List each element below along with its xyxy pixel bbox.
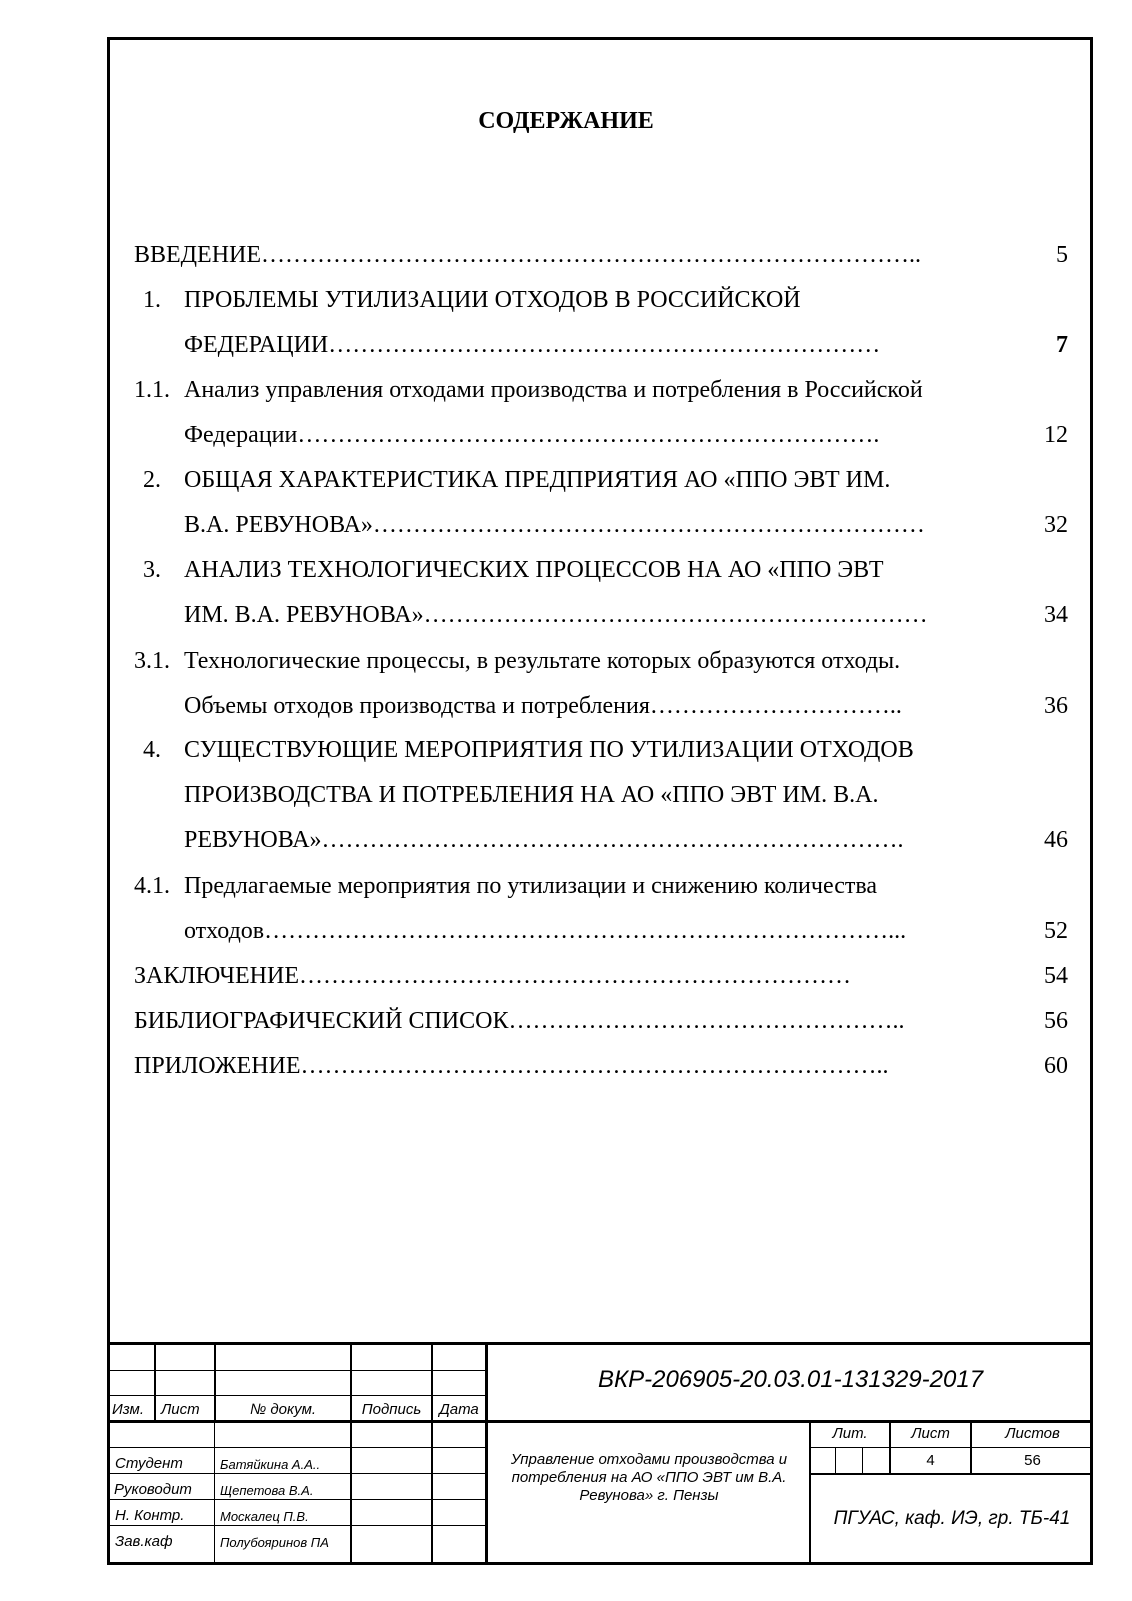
toc-number: 3.1. xyxy=(134,648,170,674)
toc-line: ВВЕДЕНИЕ……………………………………………………………………….. xyxy=(134,242,922,268)
toc-number: 2. xyxy=(143,467,161,493)
toc-line: ПРОИЗВОДСТВА И ПОТРЕБЛЕНИЯ НА АО «ППО ЭВТ ИМ. В.А. xyxy=(184,782,879,808)
stamp-line xyxy=(835,1447,836,1474)
organization: ПГУАС, каф. ИЭ, гр. ТБ-41 xyxy=(833,1508,1071,1529)
sheet-number: 4 xyxy=(926,1452,935,1469)
name-head-of-dept: Полубояринов ПА xyxy=(220,1535,329,1550)
toc-page: 46 xyxy=(1044,827,1068,853)
toc-line: АНАЛИЗ ТЕХНОЛОГИЧЕСКИХ ПРОЦЕССОВ НА АО «ППО ЭВТ xyxy=(184,557,884,583)
stamp-line xyxy=(107,1447,487,1448)
toc-line: ПРОБЛЕМЫ УТИЛИЗАЦИИ ОТХОДОВ В РОССИЙСКОЙ xyxy=(184,287,801,313)
role-head-of-dept: Зав.каф xyxy=(115,1533,173,1550)
lit-label: Лит. xyxy=(832,1425,868,1442)
toc-page: 56 xyxy=(1044,1008,1068,1034)
toc-line: ИМ. В.А. РЕВУНОВА»……………………………………………………… xyxy=(184,602,928,628)
toc-page: 52 xyxy=(1044,918,1068,944)
toc-number: 4.1. xyxy=(134,873,170,899)
stamp-line xyxy=(809,1473,1093,1475)
toc-line: БИБЛИОГРАФИЧЕСКИЙ СПИСОК………………………………………….. xyxy=(134,1008,905,1034)
toc-page: 36 xyxy=(1044,693,1068,719)
toc-line: Предлагаемые мероприятия по утилизации и снижению количества xyxy=(184,873,878,899)
toc-line: ЗАКЛЮЧЕНИЕ…………………………………………………………… xyxy=(134,963,851,989)
page-title: СОДЕРЖАНИЕ xyxy=(478,108,654,134)
header-izm: Изм. xyxy=(112,1401,144,1418)
stamp-line xyxy=(107,1499,487,1500)
toc-line: Объемы отходов производства и потребления………………………….. xyxy=(184,693,902,719)
toc-line: В.А. РЕВУНОВА»…………………………………………………………… xyxy=(184,512,925,538)
toc-line: ПРИЛОЖЕНИЕ……………………………………………………………….. xyxy=(134,1053,889,1079)
stamp-line xyxy=(214,1420,215,1565)
toc-page: 7 xyxy=(1056,332,1068,358)
sheets-total: 56 xyxy=(1024,1452,1041,1469)
stamp-line xyxy=(107,1370,487,1371)
stamp-top-line xyxy=(107,1342,1093,1345)
stamp-line xyxy=(107,1395,487,1396)
document-code: ВКР-206905-20.03.01-131329-2017 xyxy=(597,1366,984,1393)
toc-line: Федерации………………………………………………………………. xyxy=(184,422,880,448)
toc-page: 60 xyxy=(1044,1053,1068,1079)
stamp-line xyxy=(862,1447,863,1474)
header-list: Лист xyxy=(161,1401,200,1418)
toc-page: 5 xyxy=(1056,242,1068,268)
role-norm-control: Н. Контр. xyxy=(115,1507,185,1524)
toc-page: 54 xyxy=(1044,963,1068,989)
role-supervisor: Руководит xyxy=(114,1481,192,1498)
name-student: Батяйкина А.А.. xyxy=(220,1457,321,1472)
work-title: Управление отходами производства и потребления на АО «ППО ЭВТ им В.А. Ревунова» г. Пензы xyxy=(510,1451,788,1504)
name-norm-control: Москалец П.В. xyxy=(220,1509,309,1524)
stamp-line xyxy=(350,1342,352,1565)
stamp-line xyxy=(154,1342,156,1423)
toc-number: 1.1. xyxy=(134,377,170,403)
toc-line: Технологические процессы, в результате которых образуются отходы. xyxy=(184,648,901,674)
toc-line: РЕВУНОВА»………………………………………………………………. xyxy=(184,827,904,853)
toc-line: отходов……………………………………………………………………... xyxy=(184,918,907,944)
sheets-total-label: Листов xyxy=(1005,1425,1060,1442)
toc-page: 34 xyxy=(1044,602,1068,628)
toc-number: 4. xyxy=(143,737,161,763)
stamp-line xyxy=(107,1525,487,1526)
sheet-label: Лист xyxy=(911,1425,950,1442)
toc-number: 1. xyxy=(143,287,161,313)
toc-page: 32 xyxy=(1044,512,1068,538)
toc-line: Анализ управления отходами производства и потребления в Российской xyxy=(184,377,923,403)
toc-line: ОБЩАЯ ХАРАКТЕРИСТИКА ПРЕДПРИЯТИЯ АО «ППО ЭВТ ИМ. xyxy=(184,467,891,493)
toc-number: 3. xyxy=(143,557,161,583)
stamp-line xyxy=(809,1447,1093,1448)
role-student: Студент xyxy=(115,1455,183,1472)
stamp-line xyxy=(431,1342,433,1565)
toc-line: СУЩЕСТВУЮЩИЕ МЕРОПРИЯТИЯ ПО УТИЛИЗАЦИИ ОТХОДОВ xyxy=(184,737,914,763)
header-dokum: № докум. xyxy=(249,1401,317,1418)
stamp-line xyxy=(107,1420,1093,1423)
toc-line: ФЕДЕРАЦИИ…………………………………………………………… xyxy=(184,332,881,358)
header-podpis: Подпись xyxy=(361,1401,422,1418)
toc-page: 12 xyxy=(1044,422,1068,448)
stamp-line xyxy=(107,1473,487,1474)
name-supervisor: Щепетова В.А. xyxy=(220,1483,314,1498)
header-data: Дата xyxy=(439,1401,479,1418)
